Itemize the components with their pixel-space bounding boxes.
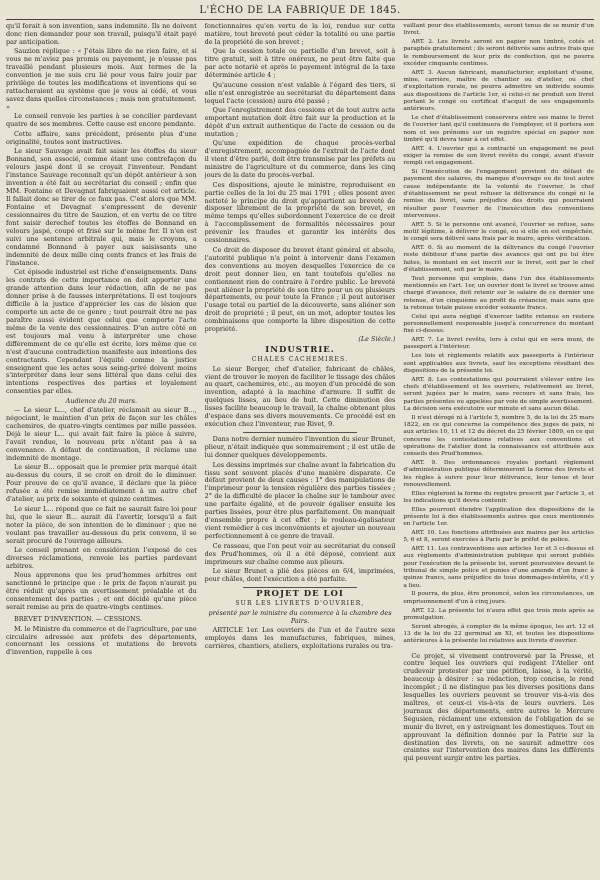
paragraph: Le sieur B... opposait que le premier prix marqué était au-dessus du cours, il se croit en droit de le diminuer. Pour preuve de ce qu'il avance, il déclare que la pièce refusée a été remise immédiatement à un autre chef d'atelier, au prix de soixante et quinze centimes. [6, 463, 197, 504]
section-subheading: présenté par le ministre du commerce à la chambre des Pairs. [208, 608, 392, 625]
paragraph: Qu'aucune cession n'est valable à l'égard des tiers, si elle n'est enregistrée au secrétariat du département dans lequel l'acte (cession) aura été passé ; [204, 80, 396, 105]
paragraph: Cet épisode industriel est riche d'enseignements. Dans les contrats de cette importance on doit apporter une grande attention dans leur rédaction, afin de ne pas donner prise à de fausses interprétations. Il est toujours difficile à la justice d'apprécier les cas de lésion que comporte un acte de ce genre ; tout pourrait être ne pas paraître aussi évident que celui que comporte l'acte même de la vente des cessionnaires. D'un autre côté on est toujours mal venu à interpréter une chose différemment de ce qu'elle est écrite, lors même que ce n'est d'aucune contradiction manifeste aux intentions des contractants. Cependant l'équité comme la justice enseignent que les actes sous seing-privé doivent moins s'interpréter dans leur sens littéral que dans celui des intentions respectives des parties et loyalement consenties par elles. [6, 268, 197, 396]
paragraph: Celui qui aura négligé d'exercer ladite retenue en restera personnellement responsable jusqu'à concurrence du montant fixé ci-dessus. [403, 313, 594, 335]
paragraph: Ce rasseau, que l'on peut voir au secrétariat du conseil des Prud'hommes, où il a été déposé, convient aux imprimeurs sur chaîne comme aux plieurs. [204, 541, 396, 566]
column-1 [6, 23, 197, 873]
paragraph: Nous apprenons que les prud'hommes arbitres ont sanctionné le principe que : le prix de façon n'aurait pu être réduit qu'après un avertissement préalable et du consentement des parties ; et ont décidé qu'une pièce serait remise au prix de quatre-vingts centimes. [6, 571, 197, 612]
section-heading: BREVET D'INVENTION. — CESSIONS. [14, 615, 142, 624]
paragraph: ART. 8. Les contestations qui pourraient s'élever entre les chefs d'établissement et les ouvriers, relativement au livret, seront jugées par le maire, sans recours et sans frais, les parties présentes ou appelées par voie de simple avertissement. La décision sera exécutoire sur minute et sans aucun délai. [403, 376, 594, 412]
paragraph: Ces dispositions, ajoute le ministre, reproduisent en partie celles de la loi du 25 mai 1791 ; elles posent avec netteté le principe du droit qu'appartient au breveté de disposer librement de la propriété de son brevet, en même temps qu'elles subordonnent l'exercice de ce droit à l'accomplissement de formalités nécessaires pour prévenir les fraudes et garantir les intérêts des cessionnaires. [204, 180, 396, 245]
paragraph: Ce droit de disposer du brevet étant général et absolu, l'autorité publique n'a point à intervenir dans l'examen des conventions au moyen desquelles l'exercice de ce droit peut donner lieu, en tant toutefois qu'elles ne contiennent rien de contraire à l'ordre public. Le breveté peut aliéner la propriété de son titre pour un ou plusieurs départements, ou pour toute la France ; il peut autoriser l'usage total ou partiel de la découverte, sans aliéner son droit de propriété ; il peut, en un mot, adopter toutes les combinaisons que comporte la libre disposition de cette propriété. [204, 245, 396, 334]
section-date: Audience du 20 mars. [65, 396, 137, 405]
section-subheading: CHALES CACHEMIRES. [251, 355, 349, 363]
paragraph: ART. 9. Des ordonnances royales portant règlement d'administration publique détermineront la forme des livrets et les règles à suivre pour leur délivrance, leur tenue et leur renouvellement. [403, 459, 594, 488]
columns [6, 23, 594, 873]
paragraph: Les lois et règlements relatifs aux passeports à l'intérieur sont applicables aux livrets, sauf les exceptions résultant des dispositions de la présente loi. [403, 353, 594, 374]
divider [243, 587, 357, 588]
paragraph: ART. 7. Le livret revêtu, lors à celui qui en sera muni, de passeport à l'intérieur. [403, 337, 594, 351]
paragraph: qu'il ferait à son invention, sans indemnité. Ils ne doivent donc rien demander pour son travail, puisqu'il était payé par anticipation. [6, 23, 197, 46]
paragraph: — Le sieur L..., chef d'atelier, réclamait au sieur B..., négociant, le maintien d'un prix de façon sur les châles cachemires, de quatre-vingts centimes par mille passées. Déjà le sieur L... qui avait fait faire la pièce à suivre, l'avait rendue, le nouveau prix n'étant pas à sa convenance. A défaut de continuation, il réclame une indemnité de montage. [6, 406, 197, 463]
paragraph: M. le Ministre du commerce et de l'agriculture, par une circulaire adressée aux préfets des départements, concernant les cessions et mutations de brevets d'invention, rappelle à ces [6, 624, 197, 657]
paragraph: Les dessins imprimés sur chaîne avant la fabrication du tissu sont souvent placés d'une manière disparate. Ce défaut provient de deux causes : 1° des manipulations de l'imprimeur pour la tension régulière des parties tissées ; 2° de la difficulté de placer la chaîne sur le tambour avec une parfaite égalité, et de pouvoir égaliser ensuite les parties lissées, pour être plus parfaitement. On manquait d'ensemble propre à cet effet ; le rouleau-égalisateur vient remédier à ces inconvénients et ajouter un nouveau perfectionnement à ce genre de travail. [204, 460, 396, 541]
paragraph: Dans notre dernier numéro l'invention du sieur Brunet, plieur, n'était indiquée que sommairement ; il est utile de lui donner quelques développements. [204, 435, 396, 460]
paragraph: Le sieur L... répond que ce fait ne saurait faire loi pour lui, que le sieur B... aurait dû l'avertir, lorsqu'il a fait noter la pièce, de son intention de le diminuer ; que ne voulant pas travailler au-dessous du prix convenu, il se serait procuré de l'ouvrage ailleurs. [6, 504, 197, 545]
paragraph: Elles pourront étendre l'application des dispositions de la présente loi à des établissements autres que ceux mentionnés en l'article 1er. [403, 506, 594, 528]
paragraph: Il n'est dérogé ni à l'article 5, nombre 5, de la loi du 25 mars 1822, en ce qui concerne la compétence des juges de paix, ni aux articles 10, 11 et 12 du décret du 25 février 1809, en ce qui concerne les contestations relatives aux conventions et opérations de l'atelier dont la connaissance est attribuée aux conseils des Prud'hommes. [403, 414, 594, 458]
section-heading: PROJET DE LOI [256, 588, 344, 599]
column-3 [403, 23, 594, 873]
paragraph: Le sieur Brunet a plié des pièces en 6/4, imprimées, pour châles, dont l'exécution a été parfaite. [204, 566, 396, 583]
paragraph: vaillant pour des établissements, seront tenus de se munir d'un livret. [403, 23, 594, 37]
paragraph: ART. 11. Les contraventions aux articles 1er et 3 ci-dessus et aux règlements d'administration publique qui seront publiés pour l'exécution de la présente loi, seront poursuivies devant le tribunal de simple police et punies d'une amende d'un franc à quinze francs, sans préjudice de tous dommages-intérêts, s'il y a lieu. [403, 546, 594, 589]
paragraph: ART. 4. L'ouvrier qui a contracté un engagement ne peut exiger la remise de son livret revêtu du congé, avant d'avoir rempli cet engagement. [403, 145, 594, 167]
paragraph: Si l'inexécution de l'engagement provient du défaut de payement des salaires, du manque d'ouvrage ou de tout autre cause indépendante de la volonté de l'ouvrier, le chef d'établissement ne peut refuser la délivrance du congé ni la remise du livret, sans préjudice des droits qui pourraient résulter pour l'ouvrier de l'inexécution des conventions intervenues. [403, 169, 594, 219]
paragraph: ART. 10. Les fonctions attribuées aux maires par les articles 5, 6 et 8, seront exercées à Paris par le préfet de police. [403, 530, 594, 544]
paragraph: ARTICLE 1er. Les ouvriers de l'un et de l'autre sexe employés dans les manufactures, fabriques, mines, carrières, chantiers, ateliers, exploitations rurales ou tra- [204, 626, 396, 651]
paragraph: ART. 3. Aucun fabricant, manufacturier, exploitant d'usine, mine, carrière, maître de chantier ou d'atelier, ou chef d'exploitation rurale, ne pourra admettre un individu soumis aux dispositions de l'article 1er, si celui-ci ne produit son livret portant le congé ou certificat d'acquit de ses engagements antérieurs. [403, 69, 594, 113]
source-credit: (Le Siècle.) [358, 334, 396, 343]
paragraph: Cette affaire, sans précédent, présente plus d'une originalité, toutes sont instructives. [6, 129, 197, 146]
paragraph: ART. 12. La présente loi n'aura effet que trois mois après sa promulgation. [403, 607, 594, 621]
paragraph: Le conseil renvoie les parties à se concilier pardevant quatre de ses membres. Cette cause est encore pendante. [6, 112, 197, 129]
paragraph: ART. 2. Les livrets seront en papier non timbré, cotés et paraphés gratuitement ; ils seront délivrés sans autres frais que le remboursement de leur prix de confection, qui ne pourra excéder cinquante centimes. [403, 39, 594, 67]
page-header: L'ÉCHO DE LA FABRIQUE DE 1845. [199, 5, 401, 16]
paragraph: Que l'enregistrement des cessions et de tout autre acte emportant mutation doit être fait sur la production et le dépôt d'un extrait authentique de l'acte de cession ou de mutation ; [204, 106, 396, 138]
paragraph: Le sieur Berger, chef d'atelier, fabricant de châles, vient de trouver le moyen de faciliter le tissage des châles au quart, cachemires, etc., au moyen d'un procédé de son invention, adapté à la machine d'armure. Il suffit de quelques lisses, au lieu de huit. Cette diminution des lisses facilite beaucoup le travail, la chaîne obtenant plus d'espace dans ses divers mouvements. Ce procédé est en exécution chez l'inventeur, rue Rivet, 9. [204, 364, 396, 429]
paragraph: Tout personne qui emploie, dans l'un des établissements mentionnés en l'art. 1er, un ouvrier dont le livret se trouve ainsi chargé d'avances, doit retenir sur le salaire de ce dernier une retenue, d'un cinquième au profit du créancier, mais sans que la retenue totale puisse excéder soixante francs. [403, 275, 594, 311]
paragraph: Ce projet, si vivement controversé par la Presse, et contre lequel les ouvriers qui redigent l'Atelier ont crudevoir protester par une pétition, laisse, à la vérité, beaucoup à désirer : sa rédaction, trop concise, le rend incomplet ; il ne distingue pas les diverses positions dans lesquelles les ouvriers peuvent se trouver vis-à-vis des maîtres, et ceux-ci vis-à-vis de leurs ouvriers. Les journaux des départements, entre autres le Mercure Ségusien, réclament une extension de l'obligation de se munir du livret, en y astreignant les domestiques. Tout en approuvant la définition donnée par la Patrie sur la destination des livrets, on ne saurait admettre ces craintes sur l'intervention des maires dans les différents qui peuvent surgir entre les parties. [403, 651, 594, 763]
section-subheading: SUR LES LIVRETS D'OUVRIER, [235, 599, 365, 607]
paragraph: Elles régleront la forme du registre prescrit par l'article 3, et les indications qu'il devra contenir. [403, 490, 594, 504]
divider [243, 432, 357, 433]
divider [441, 649, 555, 650]
paragraph: fonctionnaires qu'en vertu de la loi, rendue sur cette matière, tout breveté peut céder la totalité ou une partie de la propriété de son brevet ; [204, 23, 396, 46]
paragraph: Que la cession totale ou partielle d'un brevet, soit à titre gratuit, soit à titre onéreux, ne peut être faite que par acte notarié et après le payement intégral de la taxe déterminée article 4 ; [204, 47, 396, 80]
paragraph: Le conseil prenant en considération l'exposé de ces diverses réclamations, renvoie les parties pardevant arbitres. [6, 546, 197, 570]
column-2 [205, 23, 396, 873]
paragraph: Sauzion réplique : « J'étais libre de ne rien faire, et si vous ne m'aviez pas promis ou payement, je n'eusse pas travaillé pendant plusieurs mois. Aux termes de la convention je me suis cru lié pour vous faire jouir par privilège de toutes les modifications et inventions qui se rattacheraient au système que je vous ai cédé, et vous savez dans quelles circonstances ; mais non gratuitement. » [6, 47, 197, 112]
paragraph: Qu'une expédition de chaque procès-verbal d'enregistrement, accompagnée de l'extrait de l'acte dont il vient d'être parlé, doit être transmise par les préfets au ministre de l'agriculture et du commerce, dans les cinq jours de la date du procès-verbal. [204, 139, 396, 180]
paragraph: Seront abrogés, à compter de la même époque, les art. 12 et 13 de la loi du 22 germinal an XI, et toutes les dispositions antérieures à la présente loi relatives aux livrets d'ouvrier. [403, 623, 594, 645]
paragraph: Le chef d'établissement conservera entre ses mains le livret de l'ouvrier tant qu'il continuera de l'employer, et il portera son nom et ses prénoms sur un registre spécial en papier non timbré qu'il devra tenir à cet effet. [403, 115, 594, 143]
header-rule [6, 19, 594, 20]
paragraph: ART. 6. Si au moment de la délivrance du congé l'ouvrier reste débiteur d'une partie des avances qui ont pu lui être faites, le montant en est inscrit sur le livret, soit par le chef d'établissement, soit par le maire. [403, 245, 594, 273]
paragraph: Le sieur Sauvage avait fait saisir les étoffes du sieur Bonnand, son associé, comme étant une contrefaçon du velours jaspé dont il se croyait l'inventeur. Pendant l'instance Sauvage reconnaît qu'un dépôt antérieur à son invention a été fait au secrétariat du conseil ; enfin que MM. Fontaine et Devagnat fabriquaient aussi cet article. Il fallait donc se tirer de ce faux pas. C'est alors que MM. Fontaine et Devagnat s'empressent de devenir cessionnaires du titre de Sauzion, et en vertu de ce titre font saisir derechef toutes les étoffes de Bonnand en velours jaspé, coupé et frisé sur le même fer. Il n'en est suivi une sentence arbitrale qui, mais le croyons, a condamné Bonnand à payer aux saisissants une indemnité de deux mille cinq cents francs et les frais de l'instance. [6, 147, 197, 267]
section-heading: INDUSTRIE. [265, 344, 335, 355]
paragraph: ART. 5. Si le personne ont avancé, l'ouvrier se refuse, sans motif légitime, à délivrer le congé, ou si elle en est empêchée, le congé sera délivré sans frais par le maire, après vérification. [403, 221, 594, 243]
paragraph: Il pourra, de plus, être prononcé, selon les circonstances, un emprisonnement d'un à cinq jours. [403, 591, 594, 605]
